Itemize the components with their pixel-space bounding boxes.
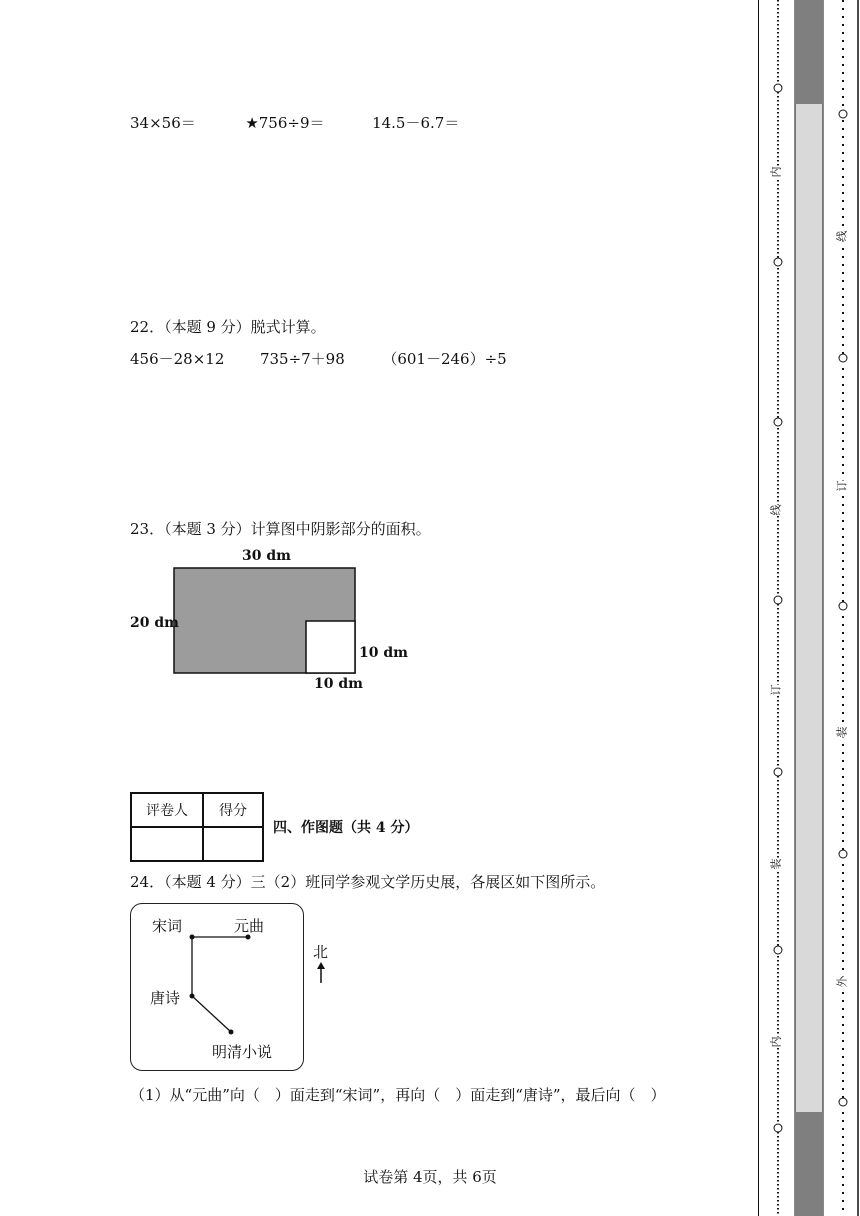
q22-item-1: 456－28×12 bbox=[130, 350, 225, 368]
grader-cell[interactable] bbox=[131, 827, 203, 861]
binding-lines bbox=[758, 0, 860, 1216]
binding-outer-4: 外 bbox=[835, 976, 849, 988]
page-footer: 试卷第 4页，共 6页 bbox=[363, 1168, 497, 1186]
score-cell[interactable] bbox=[203, 827, 263, 861]
shaded-area-figure bbox=[170, 565, 360, 675]
map-label-ming: 明清小说 bbox=[212, 1043, 273, 1061]
grader-header: 评卷人 bbox=[131, 793, 203, 827]
map-label-song: 宋词 bbox=[152, 917, 183, 935]
q22-items bbox=[130, 348, 507, 369]
binding-char-1: 内 bbox=[769, 166, 783, 178]
label-top: 30 dm bbox=[242, 548, 291, 564]
q21-item-3: 14.5－6.7＝ bbox=[372, 114, 460, 132]
binding-outer-2: 订 bbox=[835, 480, 849, 492]
score-header: 得分 bbox=[203, 793, 263, 827]
north-label: 北 bbox=[313, 943, 329, 961]
binding-char-2: 线 bbox=[769, 504, 783, 516]
label-bottom: 10 dm bbox=[314, 676, 363, 692]
q24-title: 24．（本题 4 分）三（2）班同学参观文学历史展，各展区如下图所示。 bbox=[130, 873, 606, 891]
label-right: 10 dm bbox=[359, 645, 408, 661]
cutout-square bbox=[306, 621, 355, 673]
section-title: 四、作图题（共 4 分） bbox=[273, 820, 419, 836]
label-left: 20 dm bbox=[130, 615, 179, 631]
map-label-tang: 唐诗 bbox=[150, 989, 181, 1007]
q21-item-2: ★756÷9＝ bbox=[245, 114, 325, 132]
q22-title: 22．（本题 9 分）脱式计算。 bbox=[130, 318, 326, 336]
map-label-yuan: 元曲 bbox=[234, 917, 265, 935]
q24-sub1: （1）从“元曲”向（ ）面走到“宋词”，再向（ ）面走到“唐诗”，最后向（ ） bbox=[130, 1086, 666, 1104]
q22-item-2: 735÷7＋98 bbox=[259, 350, 345, 368]
q23-title: 23．（本题 3 分）计算图中阴影部分的面积。 bbox=[130, 520, 431, 538]
binding-char-5: 内 bbox=[769, 1036, 783, 1048]
binding-char-3: 订 bbox=[769, 684, 783, 696]
north-arrow-icon bbox=[314, 962, 328, 984]
q21-item-1: 34×56＝ bbox=[130, 114, 196, 132]
q22-item-3: （601－246）÷5 bbox=[382, 350, 507, 368]
binding-char-4: 装 bbox=[769, 858, 783, 870]
grading-table bbox=[130, 792, 264, 862]
q21-row bbox=[130, 112, 459, 133]
binding-outer-1: 线 bbox=[835, 230, 849, 242]
binding-outer-3: 装 bbox=[835, 726, 849, 738]
